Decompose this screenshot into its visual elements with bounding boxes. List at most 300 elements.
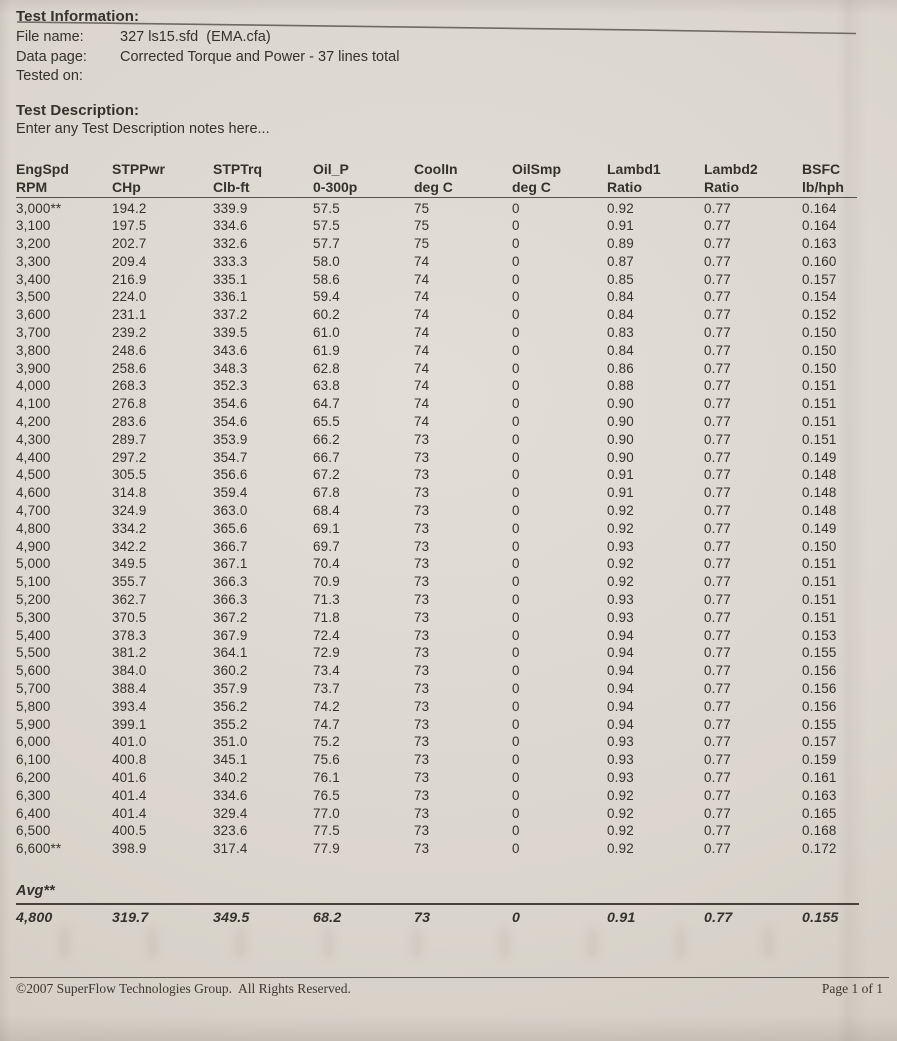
table-row xyxy=(16,449,881,467)
table-cell: 0.90 xyxy=(607,414,634,430)
table-cell: 224.0 xyxy=(112,289,147,305)
table-cell: 209.4 xyxy=(112,253,147,269)
table-row xyxy=(16,217,881,235)
table-cell: 0 xyxy=(512,414,520,430)
table-cell: 73 xyxy=(414,787,430,803)
table-cell: 0.84 xyxy=(607,342,634,358)
table-cell: 362.7 xyxy=(112,592,147,608)
table-cell: 59.4 xyxy=(313,289,340,305)
table-cell: 0.77 xyxy=(704,627,731,643)
table-cell: 73 xyxy=(414,698,430,714)
table-cell: 0.156 xyxy=(802,663,837,679)
table-cell: 340.2 xyxy=(213,770,248,785)
table-cell: 0.94 xyxy=(607,716,634,732)
table-cell: 3,500 xyxy=(16,289,51,305)
table-cell: 0.87 xyxy=(607,253,634,269)
table-cell: 77.9 xyxy=(313,841,340,857)
table-cell: 401.6 xyxy=(112,770,147,785)
table-cell: 0.168 xyxy=(802,823,837,839)
table-cell: 0.90 xyxy=(607,431,634,447)
table-cell: 0 xyxy=(512,716,520,732)
table-cell: 231.1 xyxy=(112,307,147,323)
table-cell: 65.5 xyxy=(313,414,340,430)
table-cell: 0.77 xyxy=(704,449,731,465)
table-cell: 0 xyxy=(512,396,520,412)
table-cell: 69.1 xyxy=(313,520,340,536)
table-cell: 0 xyxy=(512,645,520,661)
table-cell: 0 xyxy=(512,752,520,768)
table-cell: 0 xyxy=(512,592,520,608)
table-cell: 339.9 xyxy=(213,200,248,216)
table-cell: 0.148 xyxy=(802,503,837,519)
table-cell: 0.77 xyxy=(704,485,731,501)
table-cell: 353.9 xyxy=(213,431,248,447)
table-row xyxy=(16,413,881,431)
table-cell: 333.3 xyxy=(213,253,248,269)
table-cell: 4,900 xyxy=(16,538,51,554)
table-cell: 0.86 xyxy=(607,360,634,376)
table-cell: 343.6 xyxy=(213,342,248,358)
average-block xyxy=(16,882,881,931)
table-cell: 0.151 xyxy=(802,396,837,412)
table-cell: 248.6 xyxy=(112,342,147,358)
table-cell: 0.148 xyxy=(802,467,837,483)
table-cell: 3,100 xyxy=(16,218,51,234)
table-cell: 61.0 xyxy=(313,325,340,341)
table-cell: 0.92 xyxy=(607,787,634,803)
table-cell: 378.3 xyxy=(112,627,147,643)
table-cell: 0.153 xyxy=(802,627,837,643)
table-cell: 74 xyxy=(414,325,430,341)
table-cell: 0.77 xyxy=(704,325,731,341)
table-cell: 0 xyxy=(512,805,520,821)
table-cell: 0.77 xyxy=(704,716,731,732)
table-cell: 0.89 xyxy=(607,236,634,252)
table-cell: 3,000** xyxy=(16,200,62,216)
table-row xyxy=(16,395,881,413)
table-cell: 0.94 xyxy=(607,681,634,697)
table-cell: 0.88 xyxy=(607,378,634,394)
field-value: Corrected Torque and Power - 37 lines total xyxy=(120,48,400,65)
table-cell: 0 xyxy=(512,218,520,234)
table-cell: 194.2 xyxy=(112,200,147,216)
table-cell: 0 xyxy=(512,449,520,465)
table-cell: 73 xyxy=(414,663,430,679)
table-cell: 4,400 xyxy=(16,449,51,465)
table-cell: 0.94 xyxy=(607,698,634,714)
table-cell: 400.5 xyxy=(112,823,147,839)
field-label: Tested on: xyxy=(16,68,83,84)
table-cell: 0.77 xyxy=(704,681,731,697)
table-row xyxy=(16,466,881,484)
table-cell: 400.8 xyxy=(112,752,147,768)
table-cell: 0 xyxy=(512,325,520,341)
table-cell: 0.93 xyxy=(607,752,634,768)
table-cell: 5,000 xyxy=(16,556,51,572)
table-cell: 0.157 xyxy=(802,734,837,750)
table-cell: 0 xyxy=(512,734,520,750)
table-cell: 305.5 xyxy=(112,467,147,483)
table-cell: 0.85 xyxy=(607,271,634,287)
table-cell: 0.151 xyxy=(802,378,837,394)
table-cell: 0.92 xyxy=(607,503,634,519)
table-cell: 73 xyxy=(414,734,430,750)
table-cell: 73 xyxy=(414,503,430,519)
table-row xyxy=(16,751,881,769)
table-cell: 401.4 xyxy=(112,787,147,803)
table-cell: 0.93 xyxy=(607,592,634,608)
table-cell: 76.5 xyxy=(313,787,340,803)
table-cell: 73 xyxy=(414,592,430,608)
table-row xyxy=(16,200,881,218)
table-row xyxy=(16,235,881,253)
table-cell: 366.3 xyxy=(213,592,248,608)
table-cell: 6,100 xyxy=(16,752,51,768)
table-cell: 75 xyxy=(414,236,430,252)
table-cell: 6,500 xyxy=(16,823,51,839)
table-cell: 4,100 xyxy=(16,396,51,412)
table-cell: 364.1 xyxy=(213,645,248,661)
table-row xyxy=(16,502,881,520)
table-row xyxy=(16,431,881,449)
table-row xyxy=(16,644,881,662)
table-cell: 4,000 xyxy=(16,378,51,394)
table-cell: 73 xyxy=(414,823,430,839)
table-cell: 0.77 xyxy=(704,271,731,287)
table-cell: 283.6 xyxy=(112,414,147,430)
table-cell: 0 xyxy=(512,503,520,519)
table-cell: 74 xyxy=(414,289,430,305)
table-cell: 370.5 xyxy=(112,609,147,625)
table-cell: 58.6 xyxy=(313,271,340,287)
table-cell: 0.157 xyxy=(802,271,837,287)
table-cell: 5,900 xyxy=(16,716,51,732)
table-cell: 0.92 xyxy=(607,200,634,216)
table-cell: 5,600 xyxy=(16,663,51,679)
avg-cell: 0.155 xyxy=(802,909,839,926)
table-cell: 0.77 xyxy=(704,538,731,554)
table-row xyxy=(16,627,881,645)
table-row xyxy=(16,805,881,823)
table-cell: 4,600 xyxy=(16,485,51,501)
test-description-section xyxy=(16,102,881,139)
column-header: Oil_P 0-300p xyxy=(313,160,358,195)
table-cell: 74.2 xyxy=(313,698,340,714)
table-cell: 77.5 xyxy=(313,823,340,839)
table-cell: 0 xyxy=(512,360,520,376)
table-row xyxy=(16,787,881,805)
table-cell: 57.5 xyxy=(313,200,340,216)
table-cell: 0 xyxy=(512,271,520,287)
table-cell: 71.8 xyxy=(313,609,340,625)
table-cell: 3,200 xyxy=(16,236,51,252)
table-cell: 66.2 xyxy=(313,431,340,447)
table-cell: 73 xyxy=(414,485,430,501)
table-cell: 0.156 xyxy=(802,698,837,714)
table-cell: 329.4 xyxy=(213,805,248,821)
table-cell: 74 xyxy=(414,414,430,430)
table-cell: 354.6 xyxy=(213,414,248,430)
table-row xyxy=(16,591,881,609)
table-cell: 398.9 xyxy=(112,841,147,857)
test-information-heading: Test Information: xyxy=(16,8,140,25)
table-cell: 0.92 xyxy=(607,520,634,536)
table-cell: 74 xyxy=(414,378,430,394)
table-cell: 0.161 xyxy=(802,770,837,785)
table-cell: 0.77 xyxy=(704,556,731,572)
table-cell: 0.77 xyxy=(704,307,731,323)
table-row xyxy=(16,662,881,680)
table-cell: 4,800 xyxy=(16,520,51,536)
table-cell: 0.92 xyxy=(607,805,634,821)
table-cell: 70.4 xyxy=(313,556,340,572)
page-footer xyxy=(10,977,889,997)
table-cell: 0.77 xyxy=(704,698,731,714)
table-cell: 323.6 xyxy=(213,823,248,839)
table-cell: 0.77 xyxy=(704,592,731,608)
page-number: Page 1 of 1 xyxy=(821,981,883,996)
table-cell: 0.159 xyxy=(802,752,837,768)
table-cell: 0 xyxy=(512,841,520,857)
table-cell: 0 xyxy=(512,485,520,501)
table-cell: 354.7 xyxy=(213,449,248,465)
table-row xyxy=(16,716,881,734)
table-cell: 0 xyxy=(512,236,520,252)
table-cell: 64.7 xyxy=(313,396,340,412)
table-cell: 0.149 xyxy=(802,520,837,536)
table-cell: 0.151 xyxy=(802,609,837,625)
table-cell: 73.4 xyxy=(313,663,340,679)
column-header: STPTrq Clb-ft xyxy=(213,160,263,195)
table-cell: 0 xyxy=(512,823,520,839)
table-cell: 349.5 xyxy=(112,556,147,572)
field-label: File name: xyxy=(16,29,84,45)
table-cell: 5,200 xyxy=(16,592,51,608)
table-cell: 381.2 xyxy=(112,645,147,661)
table-cell: 6,300 xyxy=(16,787,51,803)
table-cell: 0.155 xyxy=(802,645,837,661)
table-cell: 0.93 xyxy=(607,609,634,625)
dyno-data-table xyxy=(16,160,881,858)
table-cell: 73 xyxy=(414,556,430,572)
table-cell: 314.8 xyxy=(112,485,147,501)
table-cell: 68.4 xyxy=(313,503,340,519)
table-cell: 74 xyxy=(414,342,430,358)
avg-cell: 68.2 xyxy=(313,909,342,926)
table-cell: 0 xyxy=(512,431,520,447)
table-cell: 0.163 xyxy=(802,236,837,252)
table-cell: 0.77 xyxy=(704,378,731,394)
table-cell: 62.8 xyxy=(313,360,340,376)
table-cell: 197.5 xyxy=(112,218,147,234)
table-cell: 5,700 xyxy=(16,681,51,697)
table-cell: 0.165 xyxy=(802,805,837,821)
table-cell: 334.2 xyxy=(112,520,147,536)
table-cell: 401.4 xyxy=(112,805,147,821)
table-cell: 0.77 xyxy=(704,503,731,519)
table-cell: 0 xyxy=(512,467,520,483)
table-cell: 0.93 xyxy=(607,770,634,785)
table-cell: 352.3 xyxy=(213,378,248,394)
table-cell: 0.155 xyxy=(802,716,837,732)
table-cell: 0.91 xyxy=(607,218,634,234)
table-cell: 317.4 xyxy=(213,841,248,857)
table-cell: 3,900 xyxy=(16,360,51,376)
table-cell: 239.2 xyxy=(112,325,147,341)
table-cell: 72.9 xyxy=(313,645,340,661)
field-label: Data page: xyxy=(16,48,87,65)
table-row xyxy=(16,342,881,360)
table-cell: 354.6 xyxy=(213,396,248,412)
table-cell: 5,100 xyxy=(16,574,51,590)
table-cell: 0.152 xyxy=(802,307,837,323)
table-cell: 0 xyxy=(512,289,520,305)
table-cell: 0.93 xyxy=(607,734,634,750)
table-row xyxy=(16,377,881,395)
table-row xyxy=(16,555,881,573)
table-row xyxy=(16,680,881,698)
table-cell: 0.90 xyxy=(607,449,634,465)
table-cell: 0 xyxy=(512,770,520,785)
table-row xyxy=(16,520,881,538)
table-cell: 0.77 xyxy=(704,841,731,857)
table-cell: 0 xyxy=(512,787,520,803)
table-row xyxy=(16,484,881,502)
avg-cell: 349.5 xyxy=(213,909,250,926)
table-cell: 73 xyxy=(414,574,430,590)
table-cell: 0.77 xyxy=(704,770,731,785)
table-cell: 0.151 xyxy=(802,431,837,447)
table-cell: 0 xyxy=(512,307,520,323)
table-cell: 0 xyxy=(512,609,520,625)
table-cell: 0.77 xyxy=(704,396,731,412)
table-cell: 0.151 xyxy=(802,592,837,608)
table-cell: 0.164 xyxy=(802,200,837,216)
table-cell: 0.92 xyxy=(607,556,634,572)
field-tested-on xyxy=(16,67,881,87)
avg-cell: 4,800 xyxy=(16,909,53,926)
table-cell: 0.77 xyxy=(704,663,731,679)
field-data-page xyxy=(16,48,881,68)
table-cell: 0.84 xyxy=(607,289,634,305)
table-cell: 0.164 xyxy=(802,218,837,234)
table-cell: 356.6 xyxy=(213,467,248,483)
table-cell: 363.0 xyxy=(213,503,248,519)
table-cell: 0.77 xyxy=(704,236,731,252)
table-cell: 0.77 xyxy=(704,431,731,447)
table-cell: 0 xyxy=(512,253,520,269)
table-cell: 63.8 xyxy=(313,378,340,394)
table-cell: 0.154 xyxy=(802,289,837,305)
table-cell: 339.5 xyxy=(213,325,248,341)
avg-cell: 73 xyxy=(414,909,431,926)
table-cell: 0 xyxy=(512,538,520,554)
table-row xyxy=(16,288,881,306)
avg-cell: 319.7 xyxy=(112,909,149,926)
table-cell: 0.90 xyxy=(607,396,634,412)
table-cell: 334.6 xyxy=(213,218,248,234)
column-header: Lambd2 Ratio xyxy=(704,160,758,195)
table-cell: 356.2 xyxy=(213,698,248,714)
table-cell: 0.92 xyxy=(607,841,634,857)
table-cell: 0.150 xyxy=(802,325,837,341)
table-cell: 5,800 xyxy=(16,698,51,714)
table-cell: 0.77 xyxy=(704,200,731,216)
column-header: OilSmp deg C xyxy=(512,160,562,195)
table-cell: 276.8 xyxy=(112,396,147,412)
table-cell: 74 xyxy=(414,307,430,323)
table-cell: 355.2 xyxy=(213,716,248,732)
table-cell: 76.1 xyxy=(313,770,340,785)
table-cell: 351.0 xyxy=(213,734,248,750)
table-cell: 401.0 xyxy=(112,734,147,750)
table-cell: 355.7 xyxy=(112,574,147,590)
table-cell: 0.77 xyxy=(704,609,731,625)
table-cell: 69.7 xyxy=(313,538,340,554)
table-cell: 0.77 xyxy=(704,253,731,269)
table-cell: 73 xyxy=(414,609,430,625)
table-cell: 4,500 xyxy=(16,467,51,483)
table-cell: 5,300 xyxy=(16,609,51,625)
table-cell: 336.1 xyxy=(213,289,248,305)
table-cell: 73 xyxy=(414,752,430,768)
test-description-note: Enter any Test Description notes here... xyxy=(16,120,270,137)
table-cell: 60.2 xyxy=(313,307,340,323)
table-row xyxy=(16,324,881,342)
table-cell: 0.150 xyxy=(802,342,837,358)
table-cell: 5,500 xyxy=(16,645,51,661)
table-cell: 3,300 xyxy=(16,253,51,269)
table-cell: 0.149 xyxy=(802,449,837,465)
table-body xyxy=(16,200,881,858)
table-row xyxy=(16,609,881,627)
table-cell: 0.94 xyxy=(607,627,634,643)
table-cell: 0.94 xyxy=(607,645,634,661)
table-cell: 0 xyxy=(512,663,520,679)
table-cell: 3,800 xyxy=(16,342,51,358)
table-cell: 342.2 xyxy=(112,538,147,554)
table-cell: 73 xyxy=(414,716,430,732)
table-cell: 73 xyxy=(414,805,430,821)
table-row xyxy=(16,538,881,556)
table-cell: 73 xyxy=(414,449,430,465)
table-cell: 4,300 xyxy=(16,431,51,447)
table-cell: 0.91 xyxy=(607,485,634,501)
avg-cell: 0.91 xyxy=(607,909,636,926)
table-cell: 0 xyxy=(512,520,520,536)
table-cell: 73 xyxy=(414,770,430,785)
table-cell: 297.2 xyxy=(112,449,147,465)
table-cell: 0.94 xyxy=(607,663,634,679)
table-cell: 4,200 xyxy=(16,414,51,430)
table-cell: 0.84 xyxy=(607,307,634,323)
table-cell: 75.2 xyxy=(313,734,340,750)
table-cell: 0.93 xyxy=(607,538,634,554)
table-cell: 74 xyxy=(414,253,430,269)
table-cell: 6,600** xyxy=(16,841,62,857)
table-cell: 0.156 xyxy=(802,681,837,697)
table-row xyxy=(16,306,881,324)
table-cell: 0.151 xyxy=(802,574,837,590)
column-header: Lambd1 Ratio xyxy=(607,160,661,195)
table-cell: 0.150 xyxy=(802,360,837,376)
column-header: BSFC lb/hph xyxy=(802,160,844,195)
table-cell: 384.0 xyxy=(112,663,147,679)
column-header: CoolIn deg C xyxy=(414,160,458,195)
table-cell: 73.7 xyxy=(313,681,340,697)
table-cell: 74 xyxy=(414,396,430,412)
table-cell: 0.151 xyxy=(802,414,837,430)
